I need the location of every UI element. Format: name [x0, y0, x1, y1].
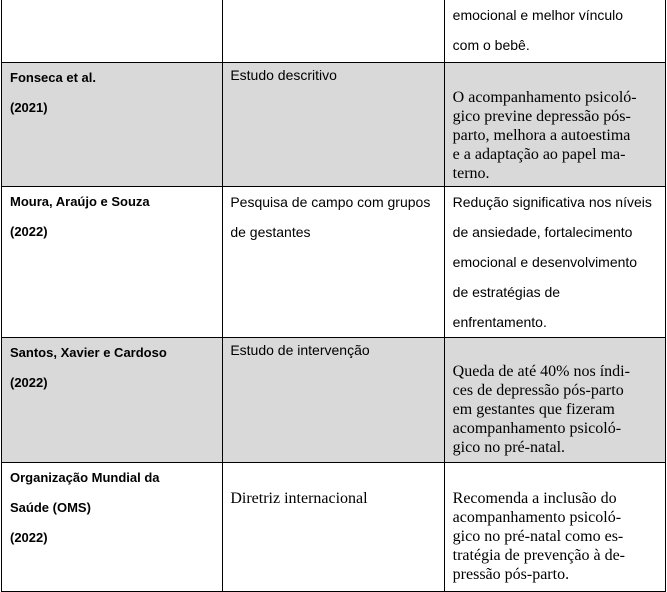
- author-cell: [2, 463, 223, 592]
- author-name: Fonseca et al.: [10, 70, 96, 85]
- method-cell: [223, 463, 444, 592]
- method-cell: [223, 63, 444, 187]
- result-line: terno.: [452, 165, 490, 182]
- result-line: de ansiedade, fortalecimento: [452, 224, 633, 240]
- result-line: emocional e desenvolvimento: [452, 254, 638, 270]
- method-text: Estudo de intervenção: [230, 342, 370, 358]
- method-text: Diretriz internacional: [230, 490, 368, 507]
- result-line: acompanhamento psicoló-: [452, 509, 622, 526]
- result-line: e a adaptação ao papel ma-: [452, 146, 626, 163]
- result-cell: [444, 338, 665, 463]
- author-year: (2022): [10, 530, 48, 545]
- table-row: [2, 463, 666, 592]
- table-row: [2, 338, 666, 463]
- author-year: (2021): [10, 100, 48, 115]
- result-line: pressão pós-parto.: [452, 566, 570, 583]
- result-line: gico no pré-natal.: [452, 439, 566, 456]
- result-line: com o bebê.: [452, 37, 530, 53]
- result-cell: [444, 0, 665, 63]
- table-row: [2, 0, 666, 63]
- author-name-cont: Saúde (OMS): [10, 500, 91, 515]
- author-cell: [2, 187, 223, 338]
- method-text: Estudo descritivo: [230, 67, 337, 83]
- author-cell: [2, 338, 223, 463]
- method-cell: [223, 338, 444, 463]
- result-line: ces de depressão pós-parto: [452, 382, 624, 399]
- result-line: Recomenda a inclusão do: [452, 490, 617, 507]
- author-name: Organização Mundial da: [10, 470, 160, 485]
- result-line: de estratégias de: [452, 284, 561, 300]
- method-cell: [223, 0, 444, 63]
- author-name: Santos, Xavier e Cardoso: [10, 345, 167, 360]
- result-line: emocional e melhor vínculo: [452, 7, 624, 23]
- result-cell: [444, 463, 665, 592]
- author-cell: [2, 63, 223, 187]
- results-table: [1, 0, 666, 592]
- result-line: parto, melhora a autoestima: [452, 127, 631, 144]
- result-line: gico previne depressão pós-: [452, 108, 631, 125]
- result-line: acompanhamento psicoló-: [452, 420, 622, 437]
- author-year: (2022): [10, 375, 48, 390]
- result-line: Redução significativa nos níveis: [452, 194, 652, 210]
- result-line: enfrentamento.: [452, 314, 547, 330]
- author-cell: [2, 0, 223, 63]
- result-line: em gestantes que fizeram: [452, 401, 615, 418]
- result-line: tratégia de prevenção à de-: [452, 547, 625, 564]
- result-line: O acompanhamento psicoló-: [452, 89, 637, 106]
- result-cell: [444, 63, 665, 187]
- table-row: [2, 187, 666, 338]
- author-name: Moura, Araújo e Souza: [10, 194, 150, 209]
- author-year: (2022): [10, 224, 48, 239]
- method-line: Pesquisa de campo com grupos: [230, 194, 431, 210]
- method-line: de gestantes: [230, 224, 311, 240]
- result-cell: [444, 187, 665, 338]
- result-line: Queda de até 40% nos índi-: [452, 363, 630, 380]
- table-row: [2, 63, 666, 187]
- method-cell: [223, 187, 444, 338]
- result-line: gico no pré-natal como es-: [452, 528, 624, 545]
